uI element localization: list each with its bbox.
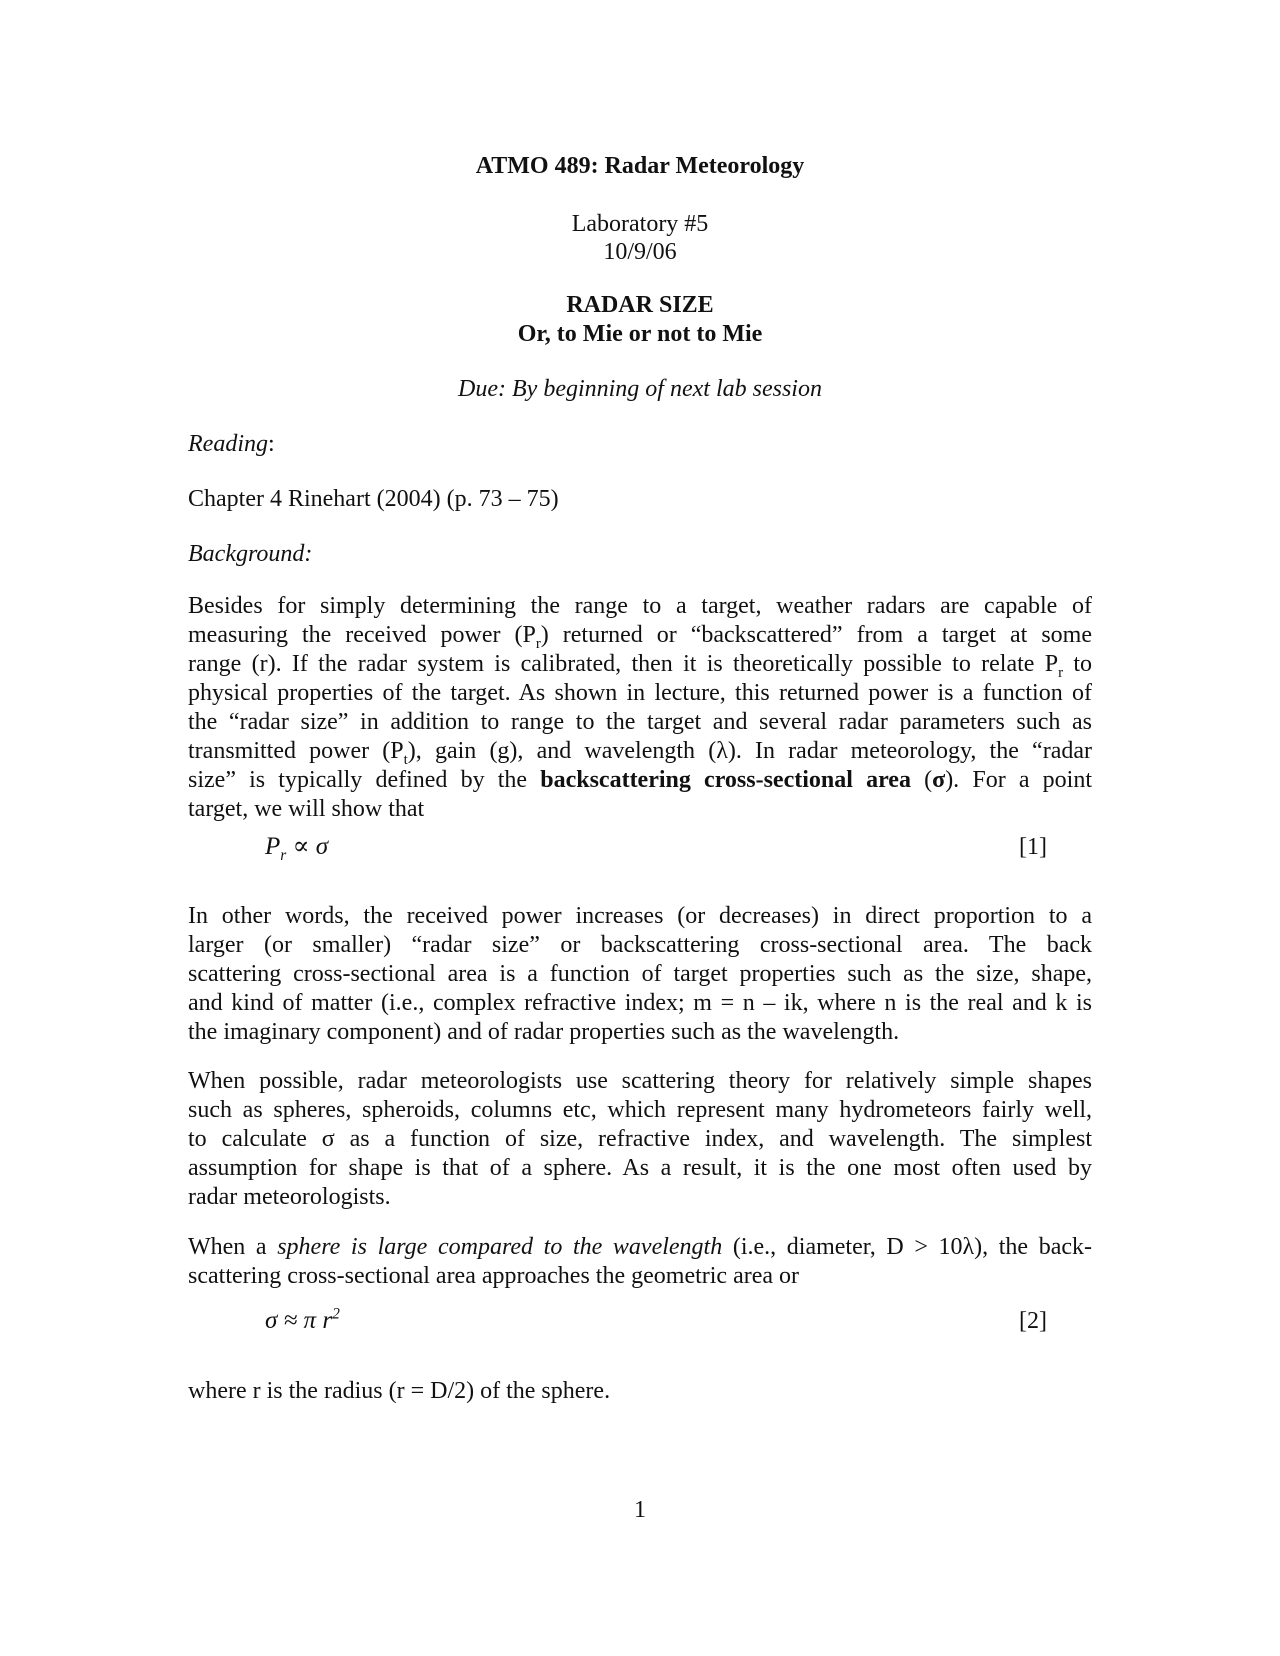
paragraph-2-line: the imaginary component) and of radar properties such as the wavelength.: [188, 1019, 900, 1045]
reading-heading-colon: :: [267, 431, 275, 457]
page-number: 1: [634, 1497, 646, 1523]
paragraph-2-line: In other words, the received power increases (or decreases) in direct proportion to a: [188, 903, 1092, 929]
paragraph-3: [188, 1067, 1092, 1212]
paragraph-3-line: When possible, radar meteorologists use scattering theory for relatively simple shapes: [188, 1068, 1092, 1094]
reading-heading: [188, 430, 1092, 459]
reading-text: Chapter 4 Rinehart (2004) (p. 73 – 75): [188, 486, 559, 512]
paragraph-3-line: radar meteorologists.: [188, 1184, 391, 1210]
paragraph-2-line: scattering cross-sectional area is a function of target properties such as the size, shape,: [188, 961, 1092, 987]
paragraph-1-line: physical properties of the target. As shown in lecture, this returned power is a function of: [188, 680, 1092, 706]
equation-1-number: [1]: [1019, 834, 1047, 860]
paragraph-1-line: the “radar size” in addition to range to the target and several radar parameters such as: [188, 709, 1092, 735]
paragraph-2-line: larger (or smaller) “radar size” or backscattering cross-sectional area. The back: [188, 932, 1092, 958]
paragraph-1-line: measuring the received power $(P_r)$ returned or “backscattered” from a target at some: [188, 622, 1092, 652]
paragraph-3-line: to calculate σ as a function of size, refractive index, and wavelength. The simplest: [188, 1126, 1092, 1152]
due-line: Due: By beginning of next lab session: [458, 376, 822, 402]
page-subtitle: Or, to Mie or not to Mie: [517, 321, 763, 347]
course-title: ATMO 489: Radar Meteorology: [475, 153, 805, 179]
emphasis: sphere is large compared to the wavelength: [277, 1234, 723, 1260]
equation-2: σ ≈ π $r^2$: [265, 1305, 340, 1334]
paragraph-1-line: size” is typically defined by the backscattering cross-sectional area (σ). For a point: [188, 767, 1093, 793]
page-title: RADAR SIZE: [566, 292, 714, 318]
paragraph-1-line: range (r). If the radar system is calibrated, then it is theoretically possible to relate $P_r$ to: [188, 651, 1092, 681]
reading-heading-label: Reading: [188, 431, 268, 457]
paragraph-4-line: When a sphere is large compared to the wavelength (i.e., diameter, D > 10λ), the back-: [188, 1234, 1093, 1260]
paragraph-5: where r is the radius (r = D/2) of the sphere.: [188, 1378, 611, 1404]
paragraph-3-line: assumption for shape is that of a sphere. As a result, it is the one most often used by: [188, 1155, 1092, 1181]
lab-date: 10/9/06: [603, 239, 677, 265]
equation-2-number: [2]: [1019, 1308, 1047, 1334]
paragraph-1-line: transmitted power $(P_t)$, gain (g), and wavelength (λ). In radar meteorology, the “radar: [188, 738, 1092, 768]
paragraph-1-line: Besides for simply determining the range to a target, weather radars are capable of: [188, 593, 1092, 619]
paragraph-2: [188, 902, 1092, 1047]
paragraph-2-line: and kind of matter (i.e., complex refractive index; m = n – ik, where n is the real and k is: [188, 990, 1092, 1016]
paragraph-3-line: such as spheres, spheroids, columns etc, which represent many hydrometeors fairly well,: [188, 1097, 1092, 1123]
paragraph-4-line: scattering cross-sectional area approaches the geometric area or: [188, 1263, 800, 1289]
equation-1: $P_r \propto \sigma$: [265, 833, 329, 864]
paragraph-4: [188, 1233, 1092, 1291]
key-term: backscattering cross-sectional area: [540, 767, 911, 793]
lab-number: Laboratory #5: [571, 211, 709, 237]
paragraph-1-line: target, we will show that: [188, 796, 425, 822]
background-heading: Background:: [188, 541, 313, 567]
paragraph-1: [188, 592, 1092, 824]
